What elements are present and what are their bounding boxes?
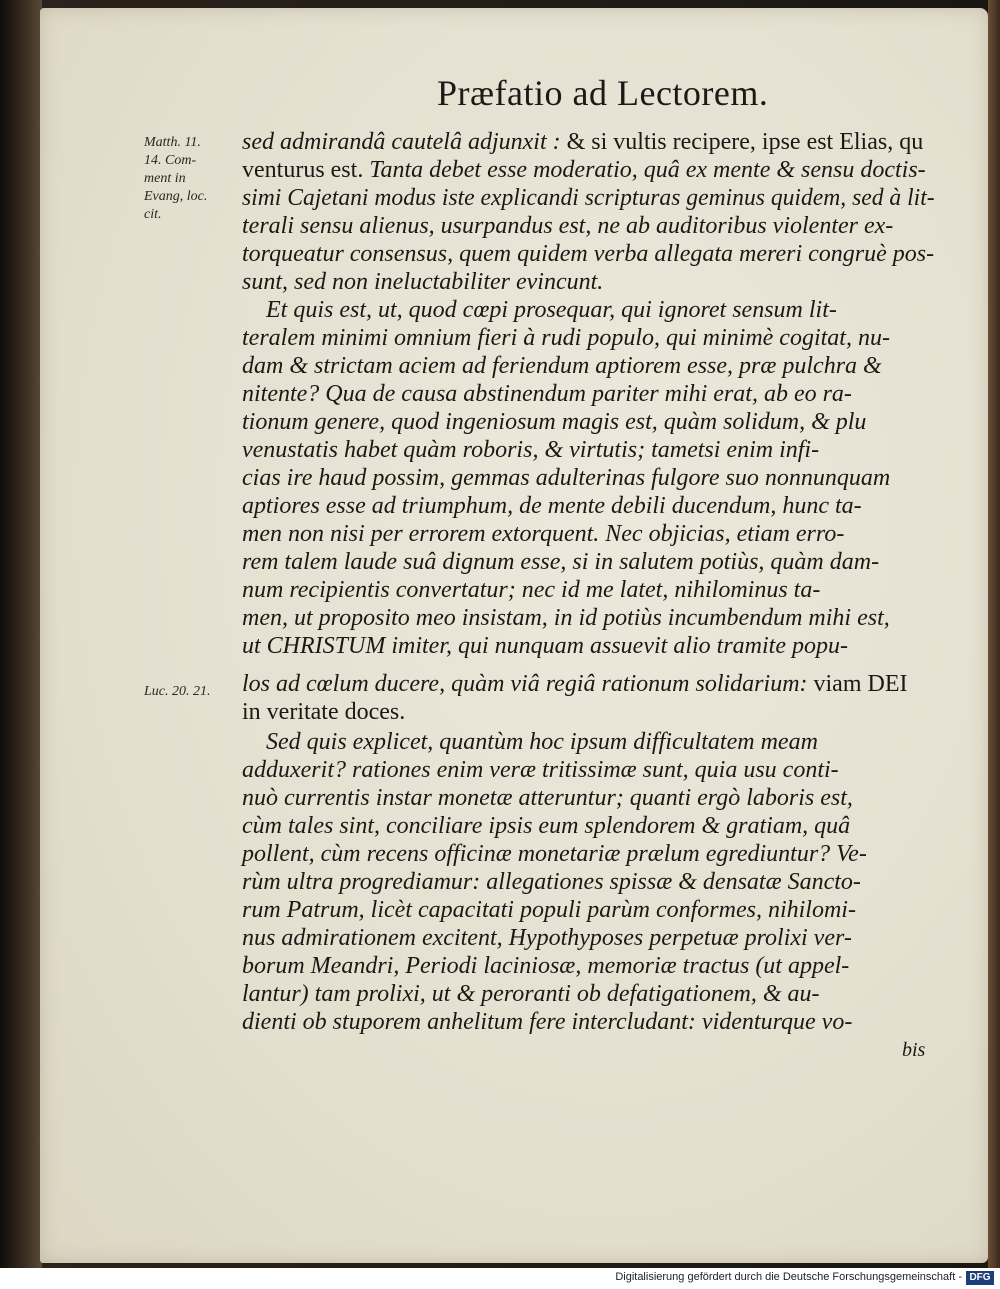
text-line: Et quis est, ut, quod cœpi prosequar, qui ignoret sensum lit- bbox=[242, 297, 837, 323]
text-span-roman: viam DEI bbox=[807, 671, 908, 697]
text-line: borum Meandri, Periodi laciniosæ, memoriæ tractus (ut appel- bbox=[242, 953, 850, 979]
text-line: simi Cajetani modus iste explicandi scripturas geminus quidem, sed à lit- bbox=[242, 185, 935, 211]
text-line: men, ut proposito meo insistam, in id potiùs incumbendum mihi est, bbox=[242, 605, 890, 631]
text-line: num recipientis convertatur; nec id me latet, nihilominus ta- bbox=[242, 577, 821, 603]
margin-note-reference: Luc. 20. 21. bbox=[144, 684, 211, 699]
page-header-title: Præfatio ad Lectorem. bbox=[437, 73, 769, 113]
text-line: ut CHRISTUM imiter, qui nunquam assuevit alio tramite popu- bbox=[242, 633, 848, 659]
text-line: rum Patrum, licèt capacitati populi parùm conformes, nihilomi- bbox=[242, 897, 856, 923]
text-line: aptiores esse ad triumphum, de mente debili ducendum, hunc ta- bbox=[242, 493, 862, 519]
text-line: adduxerit? rationes enim veræ tritissimæ sunt, quia usu conti- bbox=[242, 757, 839, 783]
footer-bar bbox=[0, 1268, 1000, 1289]
text-line: torqueatur consensus, quem quidem verba allegata mereri congruè pos- bbox=[242, 241, 935, 267]
text-line: nus admirationem excitent, Hypothyposes perpetuæ prolixi ver- bbox=[242, 925, 852, 951]
book-right-edge bbox=[988, 0, 1000, 1289]
text-span-roman: venturus est. bbox=[242, 157, 364, 183]
text-line: cùm tales sint, conciliare ipsis eum splendorem & gratiam, quâ bbox=[242, 813, 851, 839]
text-line: pollent, cùm recens officinæ monetariæ prælum egrediuntur? Ve- bbox=[242, 841, 867, 867]
text-line: rùm ultra progrediamur: allegationes spissæ & densatæ Sancto- bbox=[242, 869, 861, 895]
text-line bbox=[242, 698, 405, 726]
text-line: nuò currentis instar monetæ atteruntur; quanti ergò laboris est, bbox=[242, 785, 853, 811]
margin-note-line: ment in bbox=[144, 171, 186, 186]
catchword: bis bbox=[902, 1039, 926, 1061]
text-line: venustatis habet quàm roboris, & virtutis; tametsi enim infi- bbox=[242, 437, 820, 463]
text-line: cias ire haud possim, gemmas adulterinas fulgore suo nonnunquam bbox=[242, 465, 891, 491]
margin-note-line: Matth. 11. bbox=[144, 135, 201, 150]
text-line: teralem minimi omnium fieri à rudi populo, qui minimè cogitat, nu- bbox=[242, 325, 890, 351]
book-spine-edge bbox=[0, 0, 42, 1289]
margin-note-line: cit. bbox=[144, 207, 162, 222]
text-line bbox=[242, 128, 923, 156]
text-line: dienti ob stuporem anhelitum fere intercludant: videnturque vo- bbox=[242, 1009, 853, 1035]
text-line bbox=[242, 670, 908, 698]
text-line: terali sensu alienus, usurpandus est, ne ab auditoribus violenter ex- bbox=[242, 213, 894, 239]
dfg-logo: DFG bbox=[966, 1271, 994, 1285]
text-span-italic: Tanta debet esse moderatio, quâ ex mente & sensu doctis- bbox=[363, 157, 926, 183]
text-line: dam & strictam aciem ad feriendum aptiorem esse, præ pulchra & bbox=[242, 353, 882, 379]
text-line: sunt, sed non ineluctabiliter evincunt. bbox=[242, 269, 604, 295]
text-span-roman: & si vultis recipere, ipse est Elias, qu bbox=[566, 129, 924, 155]
margin-note-line: 14. Com- bbox=[144, 153, 197, 168]
text-span-roman: in veritate doces. bbox=[242, 699, 406, 725]
text-span-italic: sed admirandâ cautelâ adjunxit : bbox=[242, 129, 567, 155]
text-line bbox=[242, 156, 926, 184]
text-line: tionum genere, quod ingeniosum magis est, quàm solidum, & plu bbox=[242, 409, 867, 435]
funding-credit: Digitalisierung gefördert durch die Deutsche Forschungsgemeinschaft - bbox=[615, 1271, 962, 1283]
text-line: men non nisi per errorem extorquent. Nec objicias, etiam erro- bbox=[242, 521, 845, 547]
text-line: Sed quis explicet, quantùm hoc ipsum difficultatem meam bbox=[242, 729, 818, 755]
margin-note-line: Evang, loc. bbox=[144, 189, 208, 204]
text-line: nitente? Qua de causa abstinendum pariter mihi erat, ab eo ra- bbox=[242, 381, 852, 407]
text-line: lantur) tam prolixi, ut & peroranti ob defatigationem, & au- bbox=[242, 981, 820, 1007]
text-span-italic: los ad cœlum ducere, quàm viâ regiâ rationum solidarium: bbox=[242, 671, 808, 697]
text-line: rem talem laude suâ dignum esse, si in salutem potiùs, quàm dam- bbox=[242, 549, 880, 575]
